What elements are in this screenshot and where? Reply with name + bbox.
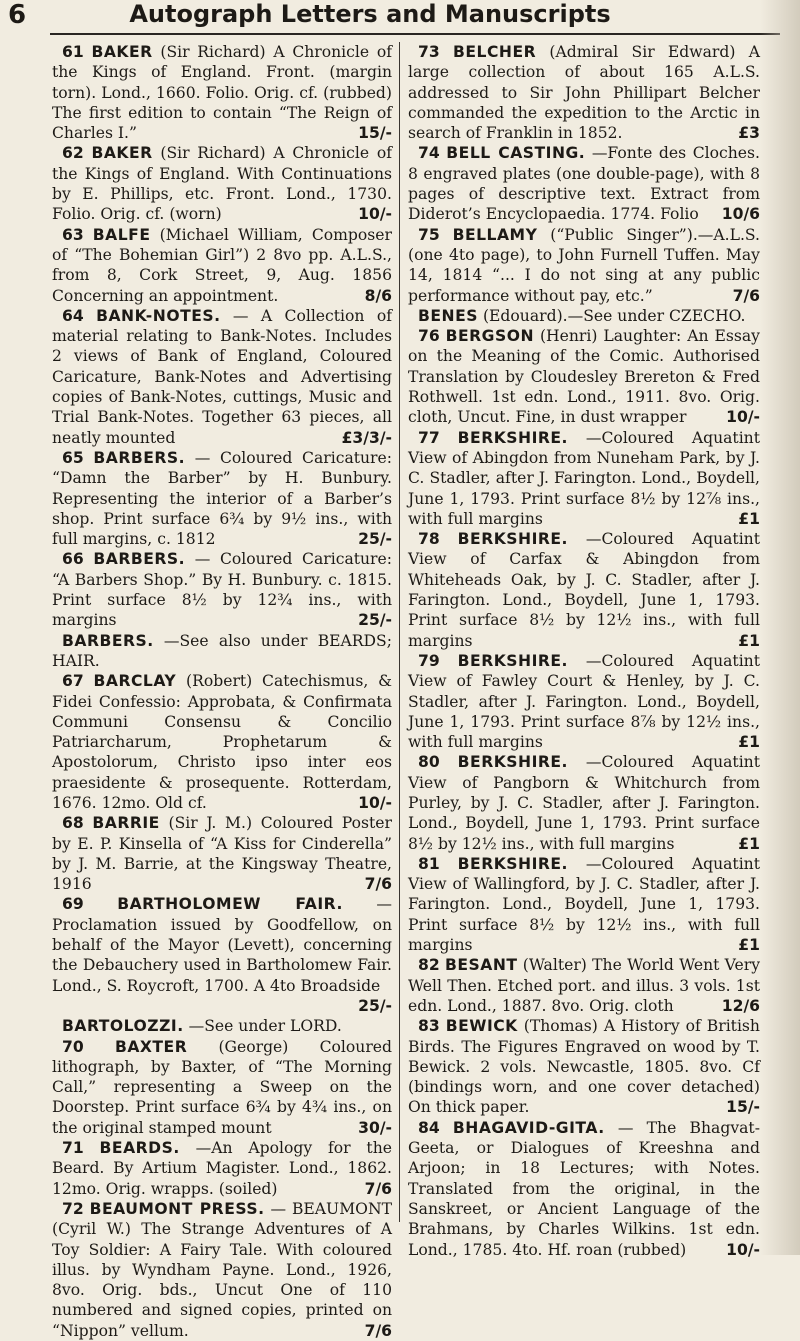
- entry-description: —Coloured Aquatint View of Wallingford, by J. C. Stadler, after J. Farington. Lond., Boydell, June 1, 1793. Print surface 8½ by 12½ ins., with full margins: [408, 854, 760, 955]
- entry-description: —Coloured Aquatint View of Carfax & Abingdon from Whiteheads Oak, by J. C. Stadler, after J. Farington. Lond., Boydell, June 1, 1793. Print surface 8½ by 12½ ins., with full margins: [408, 530, 760, 650]
- entry-heading: BERKSHIRE.: [457, 428, 568, 447]
- lot-number: 69: [62, 895, 84, 914]
- catalogue-entry: [52, 631, 392, 672]
- entry-heading: BELLAMY: [452, 225, 538, 244]
- lot-number: 83: [418, 1017, 440, 1036]
- entry-heading: BARBERS.: [93, 448, 186, 467]
- catalogue-entry: [52, 225, 392, 306]
- entry-description: (George) Coloured lithograph, by Baxter, of “The Morning Call,” representing a Sweep on the Doorstep. Print surface 6¾ by 4¾ ins., on the original stamped mount: [52, 1037, 392, 1137]
- entry-heading: BERKSHIRE.: [457, 753, 568, 772]
- lot-number: 70: [62, 1037, 84, 1056]
- entry-heading: BHAGAVID-GITA.: [452, 1118, 605, 1137]
- entry-heading: BERGSON: [445, 327, 535, 346]
- lot-price: 7/6: [364, 875, 392, 894]
- catalogue-entry: [408, 42, 760, 143]
- lot-price: £1: [738, 509, 760, 528]
- lot-number: 74: [418, 144, 440, 163]
- lot-number: 76: [418, 327, 440, 346]
- catalogue-entry: [408, 854, 760, 955]
- lot-price: £1: [738, 733, 760, 752]
- lot-price: £3: [738, 124, 760, 143]
- lot-price: £3/3/-: [341, 428, 392, 447]
- catalogue-entry: [52, 671, 392, 813]
- entry-description: —See under LORD.: [188, 1017, 342, 1036]
- catalogue-entry: [408, 955, 760, 1016]
- entry-description: (Thomas) A History of British Birds. The Figures Engraved on wood by T. Bewick. 2 vols. Newcastle, 1805. 8vo. Cf (bindings worn, and one cover detached) On thick paper.: [408, 1017, 760, 1117]
- entry-heading: BANK-NOTES.: [96, 306, 221, 325]
- entry-description: (Sir Richard) A Chronicle of the Kings of England. Front. (margin torn). Lond., 1660. Folio. Orig. cf. (rubbed) The first edition to contain “The Reign of Charles I.”: [52, 43, 393, 143]
- entry-heading: BARBERS.: [93, 550, 186, 569]
- catalogue-entry: [408, 306, 760, 326]
- catalogue-entry: [52, 306, 392, 448]
- lot-price: 10/-: [726, 408, 760, 427]
- entry-heading: BERKSHIRE.: [457, 854, 568, 873]
- lot-price: 25/-: [358, 530, 392, 549]
- catalogue-entry: [408, 529, 760, 651]
- lot-price: 8/6: [364, 286, 392, 305]
- entry-description: —Coloured Aquatint View of Abingdon from Nuneham Park, by J. C. Stadler, after J. Farington. Lond., Boydell, June 1, 1793. Print surface 8½ by 12⅞ ins., with full margins: [408, 428, 760, 528]
- catalogue-entry: [408, 651, 760, 752]
- entry-heading: BEWICK: [445, 1017, 518, 1036]
- entry-heading: BARRIE: [92, 814, 160, 833]
- entry-description: (Edouard).—See under CZECHO.: [482, 306, 746, 325]
- entry-description: —See also under BEARDS; HAIR.: [52, 631, 392, 670]
- lot-number: 61: [62, 43, 84, 61]
- column-divider: [399, 42, 400, 1222]
- header-rule: [50, 33, 780, 35]
- lot-price: 25/-: [358, 611, 392, 630]
- lot-number: 75: [418, 225, 440, 244]
- catalogue-entry: [52, 143, 392, 224]
- running-title: Autograph Letters and Manuscripts: [129, 0, 611, 28]
- lot-price: 7/6: [364, 1321, 392, 1340]
- entry-heading: BENES: [418, 306, 478, 325]
- entry-description: (“Public Singer”).—A.L.S. (one 4to page), to John Furnell Tuffen. May 14, 1814 “... I do not sing at any public performance without pay, etc.”: [408, 225, 760, 305]
- entry-description: (Sir J. M.) Coloured Poster by E. P. Kinsella of “A Kiss for Cinderella” by J. M. Barrie, at the Kingsway Theatre, 1916: [52, 814, 392, 894]
- lot-price: £1: [738, 631, 760, 650]
- entry-heading: BEARDS.: [99, 1139, 180, 1158]
- lot-number: 80: [418, 753, 440, 772]
- entry-description: (Admiral Sir Edward) A large collection of about 165 A.L.S. addressed to Sir John Phillipart Belcher commanded the expedition to the Arctic in search of Franklin in 1852.: [408, 43, 760, 143]
- page-edge-shadow: [760, 0, 800, 1255]
- entry-heading: BARTOLOZZI.: [62, 1017, 184, 1036]
- lot-number: 82: [418, 956, 440, 975]
- entry-description: — Coloured Caricature: “Damn the Barber” by H. Bunbury. Representing the interior of a Barber’s shop. Print surface 6¾ by 9½ ins., with full margins, c. 1812: [52, 448, 392, 549]
- entry-description: — BEAUMONT (Cyril W.) The Strange Adventures of A Toy Soldier: A Fairy Tale. With coloured illus. by Wyndham Payne. Lond., 1926, 8vo. Orig. bds., Uncut One of 110 numbered and signed copies, printed on “Nippon” vellum.: [52, 1199, 392, 1340]
- entry-heading: BALFE: [92, 225, 151, 244]
- catalogue-entry: [52, 1138, 392, 1199]
- entry-description: —An Apology for the Beard. By Artium Magister. Lond., 1862. 12mo. Orig. wrapps. (soiled): [52, 1139, 392, 1198]
- lot-number: 79: [418, 651, 440, 670]
- lot-number: 84: [418, 1118, 440, 1137]
- entry-heading: BELL CASTING.: [446, 144, 586, 163]
- right-column: [408, 42, 760, 1260]
- lot-price: £1: [738, 936, 760, 955]
- catalogue-entry: [52, 1037, 392, 1138]
- catalogue-entry: [408, 326, 760, 427]
- entry-heading: BERKSHIRE.: [457, 651, 568, 670]
- lot-price: 7/6: [732, 286, 760, 305]
- page-header: [0, 0, 800, 36]
- catalogue-entry: [408, 752, 760, 853]
- entry-description: (Henri) Laughter: An Essay on the Meaning of the Comic. Authorised Translation by Cloudesley Brereton & Fred Rothwell. 1st edn. Lond., 1911. 8vo. Orig. cloth, Uncut. Fine, in dust wrapper: [408, 327, 760, 427]
- entry-description: —Fonte des Cloches. 8 engraved plates (one double-page), with 8 pages of descriptive text. Extract from Diderot’s Encyclopaedia. 1774. Folio: [408, 144, 760, 224]
- catalogue-entry: [408, 428, 760, 529]
- lot-number: 78: [418, 530, 440, 549]
- catalogue-entry: [52, 1016, 392, 1036]
- catalogue-entry: [52, 1199, 392, 1341]
- lot-price: 15/-: [726, 1098, 760, 1117]
- lot-number: 64: [62, 306, 84, 325]
- lot-price: 7/6: [364, 1179, 392, 1198]
- lot-number: 73: [418, 43, 440, 61]
- entry-description: — A Collection of material relating to Bank-Notes. Includes 2 views of Bank of England, Coloured Caricature, Bank-Notes and Advertising copies of Bank-Notes, cuttings, Music and Trial Bank-Notes. Together 63 pieces, all neatly mounted: [52, 306, 392, 447]
- entry-description: —Coloured Aquatint View of Pangborn & Whitchurch from Purley, by J. C. Stadler, after J. Farington. Lond., Boydell, June 1, 1793. Print surface 8½ by 12½ ins., with full margins: [408, 753, 760, 853]
- catalogue-entry: [408, 143, 760, 224]
- entry-heading: BARBERS.: [62, 631, 154, 650]
- entry-description: (Michael William, Composer of “The Bohemian Girl”) 2 8vo pp. A.L.S., from 8, Cork Street, 9, Aug. 1856 Concerning an appointment.: [52, 225, 392, 305]
- entry-heading: BELCHER: [452, 43, 537, 61]
- entry-heading: BAKER: [91, 144, 153, 163]
- page-number: 6: [8, 0, 27, 30]
- lot-price: 10/6: [721, 205, 760, 224]
- lot-number: 62: [62, 144, 84, 163]
- lot-number: 66: [62, 550, 84, 569]
- lot-price: 30/-: [358, 1118, 392, 1137]
- entry-heading: BERKSHIRE.: [457, 530, 568, 549]
- lot-number: 63: [62, 225, 84, 244]
- left-column: [52, 42, 392, 1341]
- entry-heading: BAXTER: [114, 1037, 188, 1056]
- lot-number: 68: [62, 814, 84, 833]
- entry-heading: BARCLAY: [93, 672, 177, 691]
- lot-price: 10/-: [358, 793, 392, 812]
- lot-number: 77: [418, 428, 440, 447]
- entry-description: —Proclamation issued by Goodfellow, on behalf of the Mayor (Levett), concerning the Debauchery used in Bartholomew Fair. Lond., S. Roycroft, 1700. A 4to Broadside: [52, 895, 392, 995]
- catalogue-entry: [52, 448, 392, 549]
- entry-description: (Walter) The World Went Very Well Then. Etched port. and illus. 3 vols. 1st edn. Lond., 1887. 8vo. Orig. cloth: [408, 956, 761, 1015]
- entry-description: — Coloured Caricature: “A Barbers Shop.” By H. Bunbury. c. 1815. Print surface 8½ by 12¾ ins., with margins: [52, 550, 392, 630]
- lot-number: 67: [62, 672, 84, 691]
- lot-price: 15/-: [358, 124, 392, 143]
- entry-description: (Robert) Catechismus, & Fidei Confessio: Approbata, & Confirmata Communi Consensu & Concilio Patriarcharum, Prophetarum & Apostolorum, Christo ipso inter eos praesidente & prosequente. Rotterdam, 1676. 12mo. Old cf.: [52, 672, 392, 812]
- entry-description: —Coloured Aquatint View of Fawley Court & Henley, by J. C. Stadler, after J. Farington. Lond., Boydell, June 1, 1793. Print surface 8⅞ by 12½ ins., with full margins: [408, 651, 760, 752]
- entry-description: (Sir Richard) A Chronicle of the Kings of England. With Continuations by E. Phillips, etc. Front. Lond., 1730. Folio. Orig. cf. (worn): [52, 144, 393, 224]
- lot-price: £1: [738, 834, 760, 853]
- lot-price: 25/-: [358, 996, 392, 1015]
- catalogue-entry: [52, 42, 392, 143]
- entry-heading: BESANT: [444, 956, 518, 975]
- catalogue-entry: [408, 1016, 760, 1117]
- entry-heading: BAKER: [91, 43, 153, 61]
- entry-heading: BEAUMONT PRESS.: [89, 1199, 265, 1218]
- catalogue-entry: [52, 813, 392, 894]
- lot-number: 72: [62, 1199, 84, 1218]
- catalogue-entry: [52, 894, 392, 1016]
- catalogue-entry: [408, 1118, 760, 1260]
- catalogue-entry: [52, 549, 392, 630]
- lot-price: 12/6: [721, 996, 760, 1015]
- catalogue-entry: [408, 225, 760, 306]
- lot-number: 65: [62, 448, 84, 467]
- entry-description: — The Bhagvat-Geeta, or Dialogues of Kreeshna and Arjoon; in 18 Lectures; with Notes. Translated from the original, in the Sanskreet, or Ancient Language of the Brahmans, by Charles Wilkins. 1st edn. Lond., 1785. 4to. Hf. roan (rubbed): [408, 1118, 760, 1259]
- lot-number: 71: [62, 1139, 84, 1158]
- entry-heading: BARTHOLOMEW FAIR.: [117, 895, 343, 914]
- lot-price: 10/-: [358, 205, 392, 224]
- lot-price: 10/-: [726, 1240, 760, 1259]
- lot-number: 81: [418, 854, 440, 873]
